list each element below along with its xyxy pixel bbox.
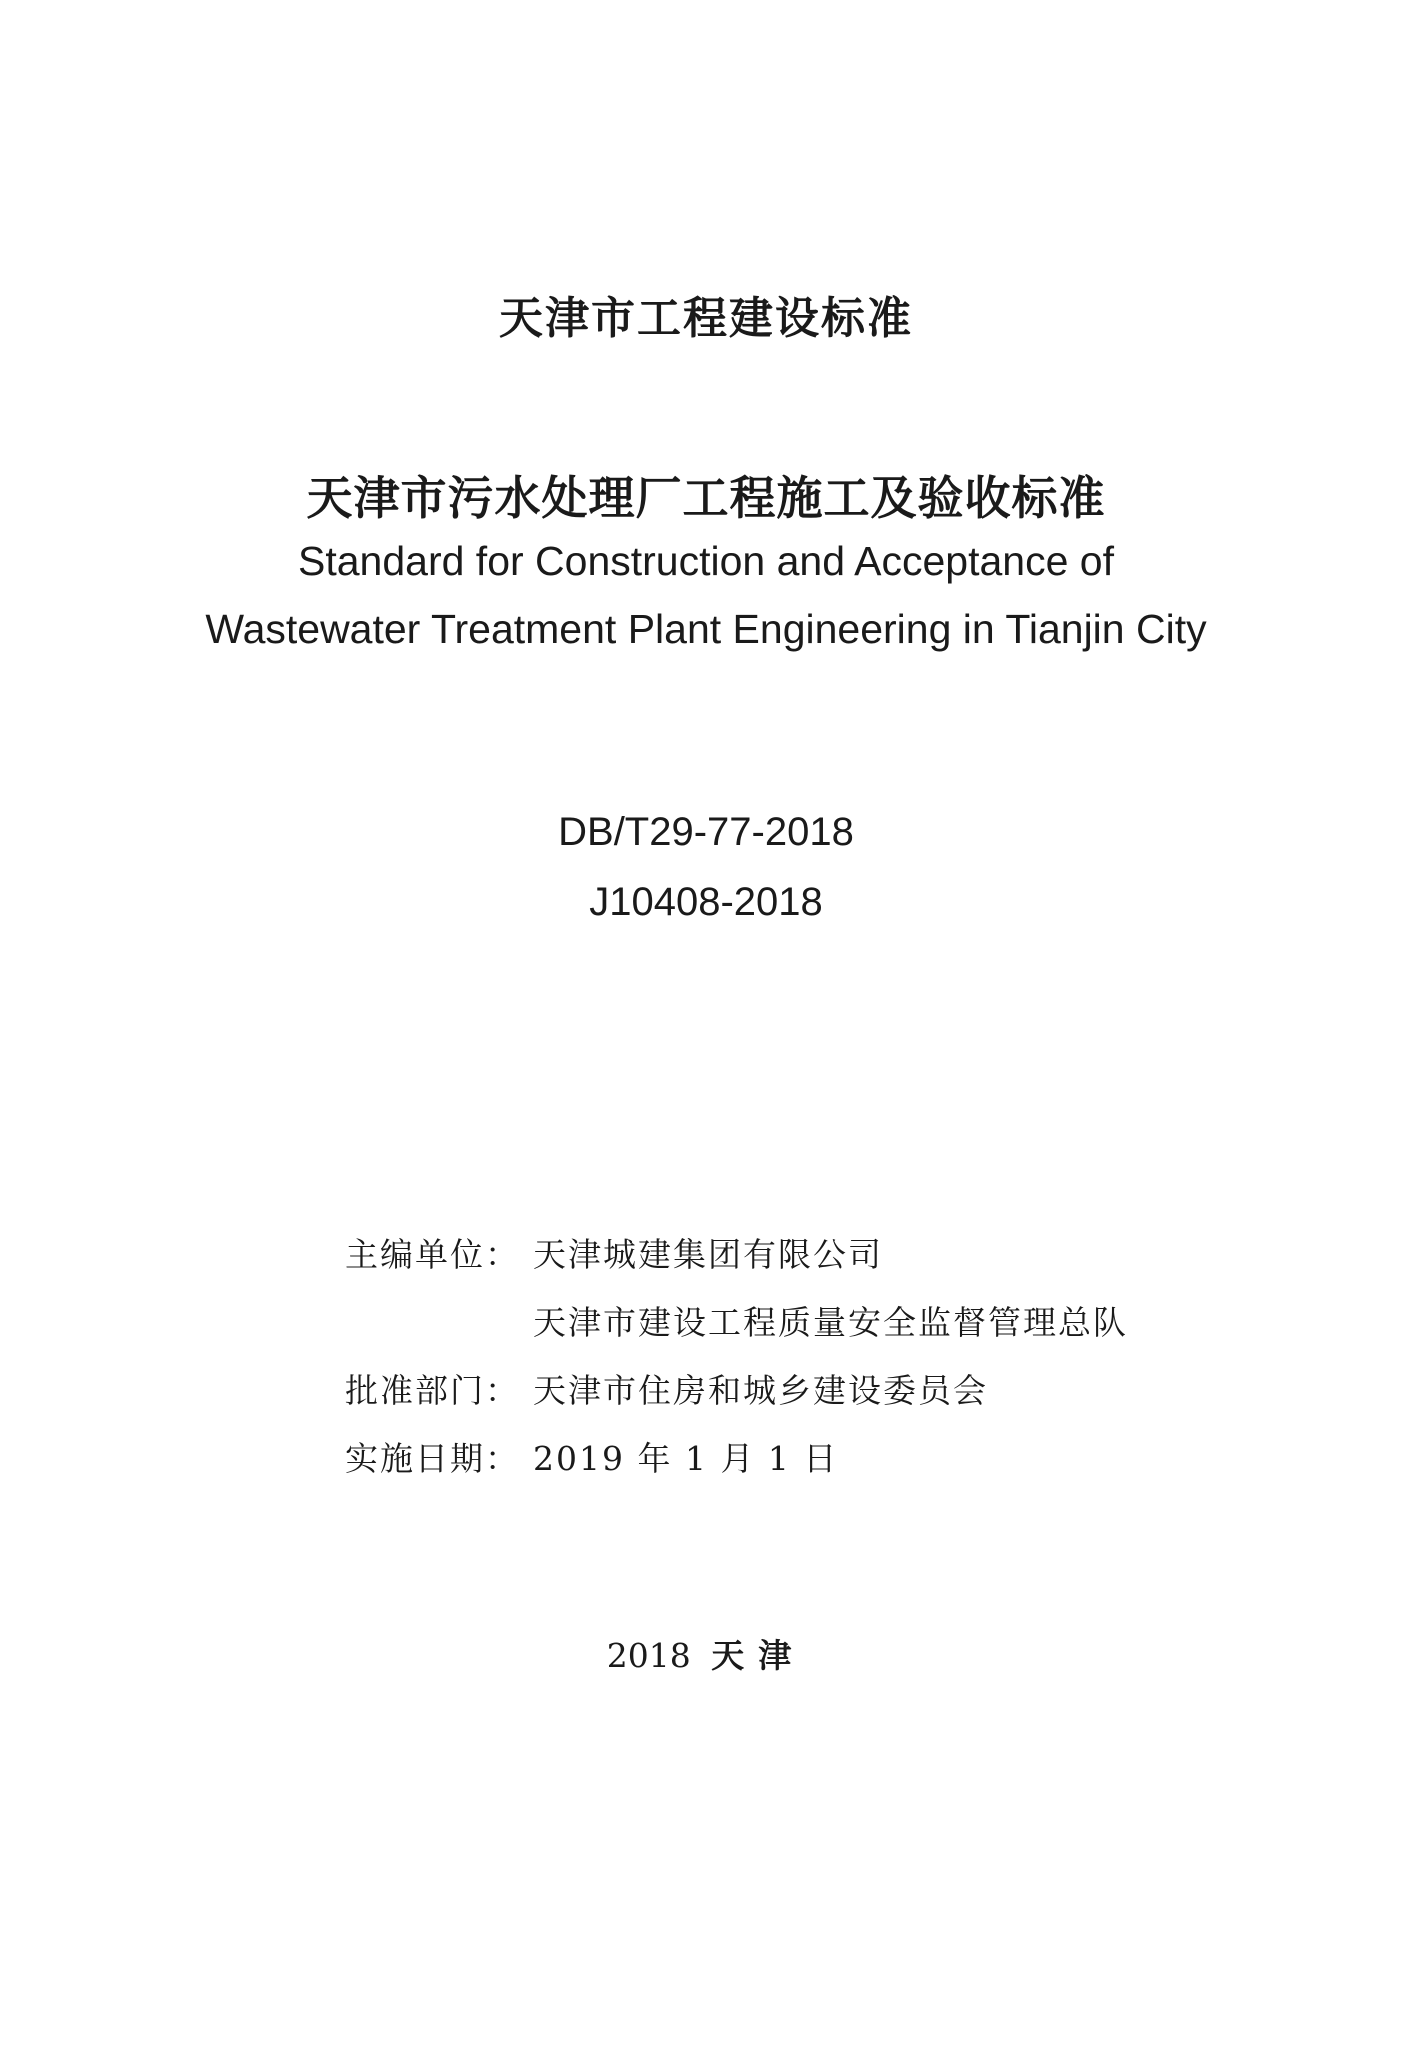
effective-date-label: 实施日期： [345, 1438, 520, 1478]
editor-label: 主编单位： [345, 1234, 520, 1274]
document-title-zh: 天津市污水处理厂工程施工及验收标准 [306, 471, 1106, 525]
footer-year: 2018 [606, 1636, 691, 1675]
approver-row [345, 1354, 1128, 1422]
standard-code: DB/T29-77-2018 [558, 810, 854, 854]
editor-row-2 [345, 1286, 1128, 1354]
approver-value: 天津市住房和城乡建设委员会 [533, 1370, 988, 1410]
editor-row [345, 1218, 1128, 1286]
editor-primary: 天津城建集团有限公司 [533, 1234, 883, 1274]
publication-info [345, 1218, 1128, 1490]
document-title-en-line-2: Wastewater Treatment Plant Engineering in Tianjin City [205, 606, 1207, 652]
approver-label: 批准部门： [345, 1370, 520, 1410]
editor-secondary: 天津市建设工程质量安全监督管理总队 [533, 1302, 1128, 1342]
series-title: 天津市工程建设标准 [499, 293, 913, 344]
document-title-en-line-1: Standard for Construction and Acceptance of [298, 538, 1114, 584]
effective-date-value: 2019 年 1 月 1 日 [533, 1438, 839, 1478]
record-code: J10408-2018 [589, 880, 823, 924]
effective-date-row [345, 1422, 1128, 1490]
footer-city: 天津 [711, 1636, 806, 1675]
footer-imprint [0, 1630, 1412, 1677]
